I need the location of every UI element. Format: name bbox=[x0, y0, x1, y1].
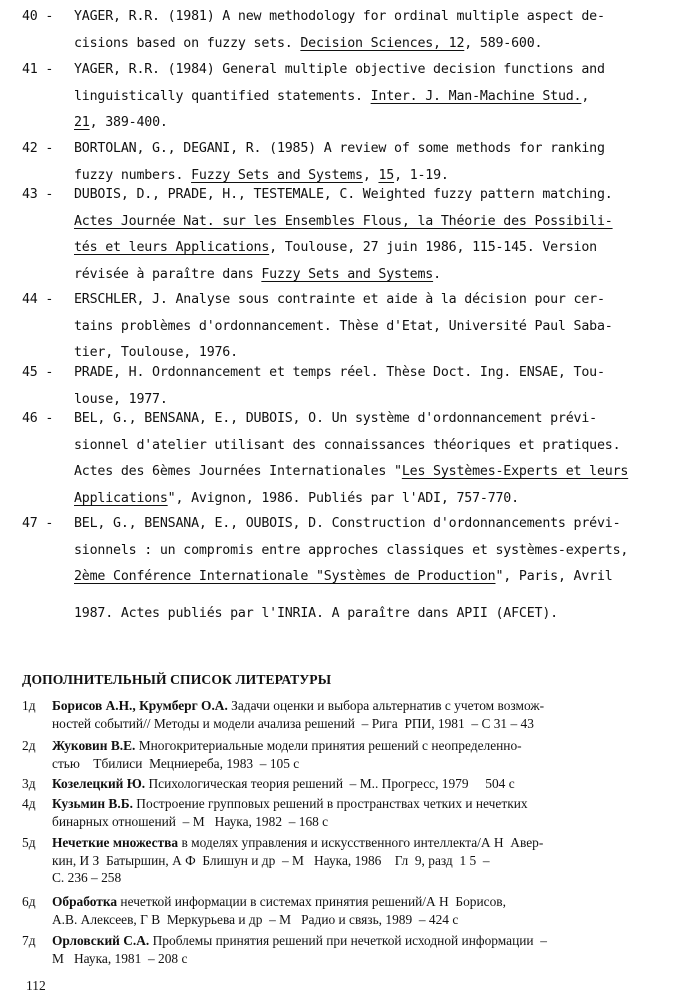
underlined-title: Fuzzy Sets and Systems bbox=[191, 167, 363, 183]
underlined-title: tés et leurs Applications bbox=[74, 240, 270, 255]
author-name: Борисов А.Н., Крумберг О.А. bbox=[52, 698, 228, 713]
reference-line bbox=[74, 4, 674, 31]
author-name: Козелецкий Ю. bbox=[52, 776, 146, 791]
citation-segment: стью Тбилиси Мецниереба, 1983 – 105 с bbox=[52, 755, 300, 771]
citation-segment: BEL, G., BENSANA, E., OUBOIS, D. Construction d'ordonnancements prévi- bbox=[74, 516, 621, 531]
reference-text bbox=[74, 287, 674, 367]
underlined-title: Decision Sciences, 12 bbox=[300, 35, 465, 51]
reference-text bbox=[74, 57, 674, 137]
reference-line bbox=[74, 235, 674, 262]
citation-segment: cisions based on fuzzy sets. bbox=[74, 35, 301, 51]
reference-text bbox=[74, 182, 674, 288]
bibliography-line bbox=[52, 813, 684, 831]
bibliography-number: 1д bbox=[22, 698, 36, 713]
citation-segment: BEL, G., BENSANA, E., DUBOIS, O. Un système d'ordonnancement prévi- bbox=[74, 411, 597, 426]
reference-line bbox=[74, 406, 674, 433]
page-number: 112 bbox=[26, 978, 46, 993]
bibliography-text bbox=[52, 834, 684, 887]
citation-segment: Построение групповых решений в пространствах четких и нечетких bbox=[132, 796, 528, 811]
citation-segment: ностей событий// Методы и модели ачализа решений – Рига РПИ, 1981 – С 31 – 43 bbox=[52, 715, 534, 731]
citation-segment: louse, 1977. bbox=[74, 391, 168, 407]
bibliography-line bbox=[52, 737, 684, 755]
citation-segment: Психологическая теория решений – М.. Прогресс, 1979 504 с bbox=[145, 776, 515, 791]
citation-segment: Actes des 6èmes Journées Internationales " bbox=[74, 464, 402, 479]
citation-segment: sionnel d'atelier utilisant des connaissances théoriques et pratiques. bbox=[74, 437, 621, 453]
reference-line bbox=[74, 314, 674, 341]
citation-segment: А.В. Алексеев, Г В Меркурьева и др – М Радио и связь, 1989 – 424 с bbox=[52, 911, 459, 927]
citation-segment: sionnels : un compromis entre approches classiques et systèmes-experts, bbox=[74, 542, 629, 558]
citation-segment: 1987. Actes publiés par l'INRIA. A paraître dans APII (AFCET). bbox=[74, 605, 558, 621]
reference-line bbox=[74, 262, 674, 289]
citation-segment: ", Paris, Avril bbox=[495, 569, 613, 584]
bibliography-number: 4д bbox=[22, 796, 36, 811]
bibliography-line bbox=[52, 775, 684, 793]
citation-segment: кин, И З Батыршин, А Ф Блишун и др – М Наука, 1986 Гл 9, разд 1 5 – bbox=[52, 852, 490, 868]
reference-line bbox=[74, 511, 674, 538]
bibliography-text bbox=[52, 795, 684, 830]
reference-number: 46 - bbox=[22, 411, 54, 426]
reference-text bbox=[74, 406, 674, 512]
citation-segment: М Наука, 1981 – 208 с bbox=[52, 950, 188, 966]
citation-segment: BORTOLAN, G., DEGANI, R. (1985) A review of some methods for ranking bbox=[74, 141, 605, 156]
reference-line bbox=[74, 360, 674, 387]
bibliography-number: 6д bbox=[22, 894, 36, 909]
author-name: Жуковин В.Е. bbox=[52, 738, 136, 753]
bibliography-line bbox=[52, 834, 684, 852]
reference-line bbox=[74, 433, 674, 460]
reference-line bbox=[74, 84, 674, 111]
citation-segment: Задачи оценки и выбора альтернатив с учетом возмож- bbox=[227, 698, 545, 713]
bibliography-line bbox=[52, 755, 684, 773]
citation-segment: PRADE, H. Ordonnancement et temps réel. Thèse Doct. Ing. ENSAE, Tou- bbox=[74, 365, 605, 380]
underlined-title: 2ème Conférence Internationale "Systèmes de Production bbox=[74, 569, 496, 584]
reference-number: 43 - bbox=[22, 187, 54, 202]
citation-segment: в моделях управления и искусственного интеллекта/А Н Авер- bbox=[178, 835, 544, 850]
citation-segment: révisée à paraître dans bbox=[74, 266, 262, 282]
bibliography-text bbox=[52, 775, 684, 793]
citation-segment: , 589-600. bbox=[464, 35, 543, 51]
bibliography-line bbox=[52, 893, 684, 911]
bibliography-line bbox=[52, 697, 684, 715]
citation-segment: DUBOIS, D., PRADE, H., TESTEMALE, C. Weighted fuzzy pattern matching. bbox=[74, 187, 613, 202]
underlined-title: Actes Journée Nat. sur les Ensembles Flous, la Théorie des Possibili- bbox=[74, 213, 613, 229]
citation-segment: , bbox=[362, 167, 379, 183]
underlined-title: 21 bbox=[74, 115, 90, 130]
citation-segment: fuzzy numbers. bbox=[74, 167, 192, 183]
reference-line bbox=[74, 110, 674, 137]
reference-line bbox=[74, 31, 674, 58]
reference-line bbox=[74, 601, 674, 628]
bibliography-number: 3д bbox=[22, 776, 36, 791]
reference-line bbox=[74, 182, 674, 209]
bibliography-line bbox=[52, 869, 684, 887]
bibliography-text bbox=[52, 893, 684, 928]
author-name: Кузьмин В.Б. bbox=[52, 796, 133, 811]
citation-segment: Проблемы принятия решений при нечеткой исходной информации – bbox=[149, 933, 547, 948]
bibliography-line bbox=[52, 795, 684, 813]
reference-text bbox=[74, 4, 674, 57]
bibliography-number: 7д bbox=[22, 933, 36, 948]
citation-segment: tier, Toulouse, 1976. bbox=[74, 345, 238, 360]
section-title: ДОПОЛНИТЕЛЬНЫЙ СПИСОК ЛИТЕРАТУРЫ bbox=[22, 672, 332, 687]
bibliography-line bbox=[52, 852, 684, 870]
underlined-title: Inter. J. Man-Machine Stud. bbox=[370, 88, 582, 104]
author-name: Обработка bbox=[52, 894, 118, 909]
reference-number: 40 - bbox=[22, 9, 54, 24]
reference-line bbox=[74, 136, 674, 163]
citation-segment: нечеткой информации в системах принятия решений/А Н Борисов, bbox=[117, 894, 506, 909]
bibliography-line bbox=[52, 911, 684, 929]
reference-number: 41 - bbox=[22, 62, 54, 77]
citation-segment: ", Avignon, 1986. Publiés par l'ADI, 757-770. bbox=[167, 490, 519, 506]
reference-line bbox=[74, 209, 674, 236]
bibliography-number: 5д bbox=[22, 835, 36, 850]
bibliography-number: 2д bbox=[22, 738, 36, 753]
author-name: Орловский С.А. bbox=[52, 933, 150, 948]
underlined-title: Fuzzy Sets and Systems bbox=[261, 266, 434, 282]
citation-segment: , 1-19. bbox=[394, 167, 449, 183]
bibliography-line bbox=[52, 932, 684, 950]
reference-number: 45 - bbox=[22, 365, 54, 380]
reference-number: 47 - bbox=[22, 516, 54, 531]
underlined-title: 15 bbox=[378, 167, 395, 183]
underlined-title: Les Systèmes-Experts et leurs bbox=[401, 464, 629, 479]
bibliography-text bbox=[52, 932, 684, 967]
reference-number: 42 - bbox=[22, 141, 54, 156]
citation-segment: tains problèmes d'ordonnancement. Thèse d'Etat, Université Paul Saba- bbox=[74, 318, 613, 334]
underlined-title: Applications bbox=[74, 490, 168, 506]
reference-text bbox=[74, 511, 674, 627]
citation-segment: YAGER, R.R. (1981) A new methodology for ordinal multiple aspect de- bbox=[74, 9, 605, 24]
bibliography-line bbox=[52, 950, 684, 968]
bibliography-text bbox=[52, 697, 684, 732]
citation-segment: , bbox=[581, 88, 590, 104]
reference-line bbox=[74, 459, 674, 486]
reference-line bbox=[74, 287, 674, 314]
reference-line bbox=[74, 564, 674, 591]
citation-segment: . bbox=[433, 266, 441, 282]
citation-segment: , Toulouse, 27 juin 1986, 115-145. Version bbox=[269, 240, 597, 255]
reference-number: 44 - bbox=[22, 292, 54, 307]
citation-segment: С. 236 – 258 bbox=[52, 870, 122, 885]
reference-line bbox=[74, 486, 674, 513]
reference-line bbox=[74, 57, 674, 84]
reference-line bbox=[74, 538, 674, 565]
bibliography-text bbox=[52, 737, 684, 772]
citation-segment: бинарных отношений – М Наука, 1982 – 168 с bbox=[52, 813, 329, 829]
citation-segment: linguistically quantified statements. bbox=[74, 88, 371, 104]
author-name: Нечеткие множества bbox=[52, 835, 179, 850]
bibliography-line bbox=[52, 715, 684, 733]
citation-segment: ERSCHLER, J. Analyse sous contrainte et aide à la décision pour cer- bbox=[74, 292, 605, 307]
citation-segment: , 389-400. bbox=[89, 115, 168, 130]
citation-segment: YAGER, R.R. (1984) General multiple objective decision functions and bbox=[74, 62, 605, 77]
citation-segment: Многокритериальные модели принятия решений с неопределенно- bbox=[135, 738, 522, 753]
